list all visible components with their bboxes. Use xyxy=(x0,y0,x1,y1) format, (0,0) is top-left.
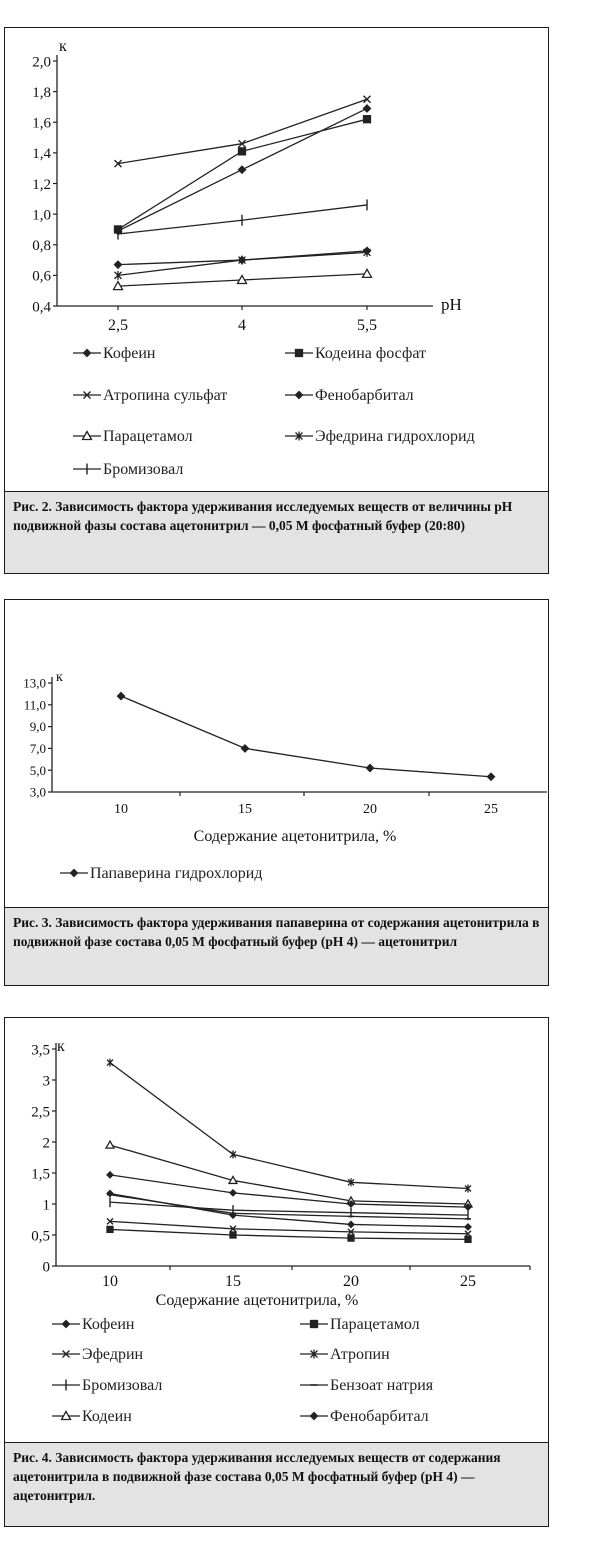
legend-marker xyxy=(296,350,303,357)
figure-3-caption: Рис. 3. Зависимость фактора удерживания папаверина от содержания ацетонитрила в подвижной фазе состава 0,05 М фосфатный буфер (рН 4) — ацетонитрил xyxy=(5,907,548,985)
data-point xyxy=(118,693,125,700)
legend-item xyxy=(52,1377,162,1394)
x-tick-label: 20 xyxy=(343,1273,359,1290)
data-point xyxy=(465,1224,471,1230)
figure-3-chart xyxy=(5,600,547,908)
legend-label: Бромизовал xyxy=(82,1377,163,1394)
legend-label: Бензоат натрия xyxy=(330,1377,434,1394)
y-tick-label: 1,4 xyxy=(32,146,51,163)
figure-2-caption: Рис. 2. Зависимость фактора удерживания исследуемых веществ от величины pH подвижной фазы состава ацетонитрил — 0,05 М фосфатный буфер (20:80) xyxy=(5,491,548,573)
series-3 xyxy=(107,1218,471,1236)
legend-label: Кофеин xyxy=(103,345,156,362)
legend-marker xyxy=(311,1413,318,1420)
legend-marker xyxy=(63,1321,70,1328)
data-point xyxy=(107,1172,113,1178)
legend-item xyxy=(73,345,156,362)
series-line xyxy=(121,696,491,777)
y-tick-label: 1 xyxy=(42,1197,50,1214)
x-tick-label: 4 xyxy=(238,317,246,334)
y-tick-label: 1,0 xyxy=(32,207,51,224)
legend-item xyxy=(285,345,426,362)
series-line xyxy=(110,1063,468,1189)
legend-item xyxy=(52,1408,132,1425)
y-tick-label: 0,4 xyxy=(32,299,51,316)
legend-marker xyxy=(296,392,303,399)
data-point xyxy=(364,105,371,112)
y-tick-label: 3,5 xyxy=(31,1042,50,1059)
y-tick-label: 0,8 xyxy=(32,238,51,254)
data-point xyxy=(348,1221,354,1227)
legend-item xyxy=(73,387,227,404)
legend-item xyxy=(300,1408,429,1425)
legend-item xyxy=(52,1316,135,1333)
data-point xyxy=(106,1141,114,1148)
legend-label: Папаверина гидрохлорид xyxy=(90,865,263,882)
x-tick-label: 25 xyxy=(484,802,498,817)
data-point xyxy=(348,1235,354,1241)
y-tick-label: 1,8 xyxy=(32,84,51,101)
series-5 xyxy=(114,269,372,289)
series-1 xyxy=(118,693,495,781)
x-axis-label: Содержание ацетонитрила, % xyxy=(155,1292,359,1309)
y-tick-label: 1,6 xyxy=(32,115,51,132)
y-axis-label: к xyxy=(59,38,67,55)
series-2 xyxy=(107,1226,471,1242)
y-tick-label: 2,5 xyxy=(31,1104,50,1121)
data-point xyxy=(465,1236,471,1242)
x-tick-label: 2,5 xyxy=(108,317,128,334)
figure-4-chart xyxy=(5,1018,547,1443)
figure-2-panel xyxy=(4,27,549,574)
y-tick-label: 9,0 xyxy=(29,719,46,735)
data-point xyxy=(239,166,246,173)
x-tick-label: 15 xyxy=(225,1273,241,1290)
y-tick-label: 1,5 xyxy=(31,1166,50,1183)
y-tick-label: 3,0 xyxy=(29,784,46,800)
x-tick-label: 10 xyxy=(114,802,128,817)
x-tick-label: 10 xyxy=(102,1273,118,1290)
y-tick-label: 3 xyxy=(42,1073,50,1090)
legend-label: Фенобарбитал xyxy=(330,1408,429,1425)
legend-label: Эфедрина гидрохлорид xyxy=(315,428,475,445)
data-point xyxy=(239,148,246,155)
legend-label: Кодеин xyxy=(82,1408,132,1425)
legend-item xyxy=(285,428,475,445)
data-point xyxy=(242,745,249,752)
legend-label: Парацетамол xyxy=(103,428,193,445)
data-point xyxy=(230,1232,236,1238)
data-point xyxy=(488,773,495,780)
data-point xyxy=(115,261,122,268)
legend-marker xyxy=(311,1321,318,1328)
legend-item xyxy=(73,428,193,445)
legend-item xyxy=(300,1377,434,1394)
y-tick-label: 2 xyxy=(42,1135,50,1152)
y-tick-label: 5,0 xyxy=(29,762,46,778)
x-axis-label: Содержание ацетонитрила, % xyxy=(193,828,397,845)
legend-label: Атропин xyxy=(330,1346,390,1363)
y-axis-label: к xyxy=(57,1038,65,1055)
y-tick-label: 1,2 xyxy=(32,176,51,193)
x-tick-label: 25 xyxy=(460,1273,476,1290)
x-tick-label: 15 xyxy=(238,802,252,817)
data-point xyxy=(107,1226,113,1232)
legend-label: Парацетамол xyxy=(330,1316,420,1333)
legend-label: Эфедрин xyxy=(82,1346,144,1363)
y-tick-label: 2,0 xyxy=(32,54,51,71)
x-axis-label: pH xyxy=(441,295,462,314)
figure-4-caption: Рис. 4. Зависимость фактора удерживания исследуемых веществ от содержания ацетонитрила в подвижной фазе состава 0,05 М фосфатный буфер (рН 4) — ацетонитрил. xyxy=(5,1442,548,1526)
legend-item xyxy=(52,1346,144,1363)
legend-marker xyxy=(84,350,91,357)
y-tick-label: 0,6 xyxy=(32,268,51,285)
y-tick-label: 13,0 xyxy=(23,675,46,691)
data-point xyxy=(107,1059,113,1067)
series-4 xyxy=(107,1059,471,1193)
x-tick-label: 5,5 xyxy=(357,317,377,334)
data-point xyxy=(364,116,371,123)
series-line xyxy=(110,1145,468,1204)
legend-item xyxy=(300,1346,390,1363)
legend-marker xyxy=(71,870,78,877)
data-point xyxy=(367,765,374,772)
y-axis-label: к xyxy=(56,670,63,685)
legend-item xyxy=(300,1316,420,1333)
legend-label: Бромизовал xyxy=(103,461,184,478)
series-8 xyxy=(107,1172,471,1210)
series-line xyxy=(110,1202,468,1215)
data-point xyxy=(363,269,372,277)
legend-item xyxy=(73,461,183,478)
legend-label: Атропина сульфат xyxy=(103,387,228,404)
x-tick-label: 20 xyxy=(363,802,377,817)
legend-label: Фенобарбитал xyxy=(315,387,414,404)
figure-3-panel xyxy=(4,599,549,986)
y-tick-label: 7,0 xyxy=(29,740,46,756)
figure-4-panel xyxy=(4,1017,549,1527)
data-point xyxy=(230,1190,236,1196)
data-point xyxy=(364,96,371,103)
y-tick-label: 0 xyxy=(42,1259,50,1276)
y-tick-label: 11,0 xyxy=(23,697,46,713)
series-5 xyxy=(110,1197,468,1220)
figure-2-chart xyxy=(5,28,547,490)
series-3 xyxy=(115,96,371,167)
legend-label: Кофеин xyxy=(82,1316,135,1333)
legend-item xyxy=(285,387,414,404)
legend-label: Кодеина фосфат xyxy=(315,345,426,362)
legend-item xyxy=(60,865,262,882)
series-7 xyxy=(106,1141,472,1207)
y-tick-label: 0,5 xyxy=(31,1228,50,1245)
